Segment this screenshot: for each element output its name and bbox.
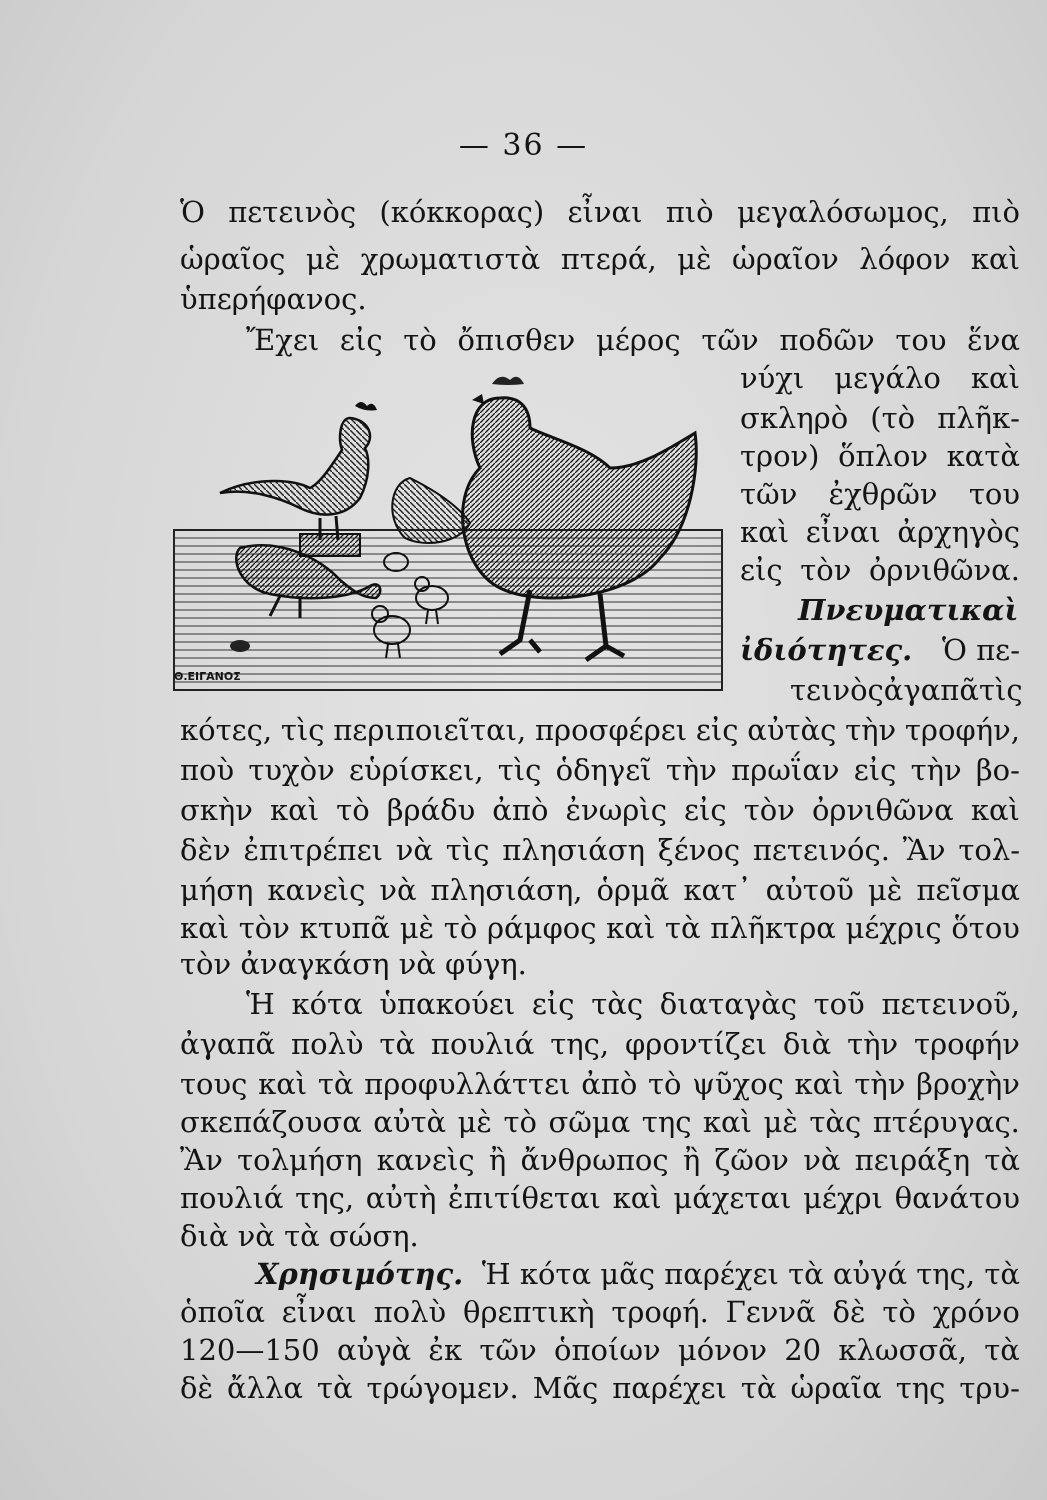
text-line xyxy=(740,550,1020,590)
word: τὴν xyxy=(847,1027,899,1061)
word: ποδῶν xyxy=(779,323,875,357)
word: πειράξη xyxy=(854,1143,971,1177)
word: κλωσσᾶ, xyxy=(838,1333,967,1367)
word: πλησιάση xyxy=(502,833,645,867)
word: ζῶον xyxy=(714,1143,789,1177)
text-line xyxy=(740,398,1020,438)
small-hen-figure xyxy=(392,478,470,543)
word: αὐτὰ xyxy=(373,1105,447,1139)
text-line: ὑπερήφανος. xyxy=(180,282,367,316)
word: τὸ xyxy=(882,1295,916,1329)
word: δὲ xyxy=(832,1295,866,1329)
word: σκὴν xyxy=(180,793,253,827)
word: τὸν xyxy=(238,911,290,945)
text-line xyxy=(180,790,1020,830)
word: ράμφος xyxy=(486,911,597,945)
word: μεγάλο xyxy=(834,361,941,395)
word: τεινὸς xyxy=(790,673,884,707)
word: ἢ xyxy=(682,1143,701,1177)
word: τὸ xyxy=(503,1105,537,1139)
text-line xyxy=(740,512,1020,552)
text-line xyxy=(180,1330,1020,1370)
text-line xyxy=(740,358,1020,398)
word: ἢ xyxy=(488,1143,507,1177)
word: καὶ xyxy=(606,911,656,945)
word: τὸ xyxy=(336,793,370,827)
word: του xyxy=(895,323,947,357)
word: τὰς xyxy=(809,1105,862,1139)
word: αὐγὰ xyxy=(337,1333,412,1367)
word: της, xyxy=(295,1181,355,1215)
word: τυχὸν xyxy=(248,753,335,787)
word: νὰ xyxy=(395,833,433,867)
word: εἶναι xyxy=(567,195,643,229)
word: εἶναι xyxy=(281,1295,357,1329)
word: διαταγὰς xyxy=(659,987,797,1021)
word: κότα xyxy=(291,987,363,1021)
word: δὲν xyxy=(180,833,231,867)
word: βο- xyxy=(975,753,1020,787)
word: ὡραῖα xyxy=(790,1371,882,1405)
word: Ἔχει xyxy=(246,323,320,357)
word: της xyxy=(895,1371,946,1405)
word: βροχὴν xyxy=(916,1067,1020,1101)
word: χρόνο xyxy=(932,1295,1020,1329)
word: ὅπλον xyxy=(838,439,929,473)
word: φροντίζει xyxy=(625,1027,767,1061)
word: μὲ xyxy=(399,911,435,945)
illustration-svg xyxy=(170,358,730,698)
word: πετεινὸς xyxy=(228,195,357,229)
word: αὐτὰς xyxy=(747,713,837,747)
text-line xyxy=(180,1064,1020,1104)
text-line xyxy=(180,192,1020,232)
word: τροφήν, xyxy=(904,713,1020,747)
word: καὶ xyxy=(702,1105,753,1139)
text-line xyxy=(180,908,1020,948)
section-heading-usefulness: Χρησιμότης. xyxy=(256,1257,464,1291)
word: ἐχθρῶν xyxy=(828,477,938,511)
text-line xyxy=(180,1024,1020,1064)
word: ἀρχηγὸς xyxy=(897,515,1020,549)
word: κανεὶς xyxy=(267,873,366,907)
word: τρυ- xyxy=(959,1371,1020,1405)
word: κότες, xyxy=(180,713,273,747)
word: ὁποῖα xyxy=(180,1295,265,1329)
word: μέχρι xyxy=(803,1181,883,1215)
word: μήση xyxy=(180,873,254,907)
word: πλῆκ- xyxy=(937,401,1020,435)
word: ὀρνιθῶνα. xyxy=(868,553,1020,587)
word: ὡραῖος xyxy=(180,242,286,276)
word: Πνευματικαὶ xyxy=(798,593,1019,627)
word: Μᾶς xyxy=(532,1371,599,1405)
word: τὸ xyxy=(403,323,437,357)
word: τρον) xyxy=(740,439,820,473)
word: τὸν xyxy=(743,793,795,827)
word: τὰ xyxy=(379,1027,416,1061)
text-line xyxy=(180,239,1020,279)
word: νύχι xyxy=(740,361,805,395)
word: εὑρίσκει, xyxy=(348,753,484,787)
word: εἶναι xyxy=(805,515,881,549)
text-line xyxy=(180,1292,1020,1332)
word: παρέχει xyxy=(612,1371,727,1405)
word: αὐτοῦ xyxy=(765,873,854,907)
word: μὲ xyxy=(763,1105,798,1139)
word: τὸ xyxy=(443,911,478,945)
word: πλῆκτρα xyxy=(710,911,836,945)
word: ξένος xyxy=(657,833,741,867)
word: κατὰ xyxy=(946,439,1020,473)
word: τὰ xyxy=(317,1067,354,1101)
word: πετεινός. xyxy=(752,833,890,867)
illustrator-signature: Θ.ΕΙΓΑΝΟΣ xyxy=(174,670,241,683)
word: ὅτου xyxy=(951,911,1020,945)
word: πιὸ xyxy=(665,195,714,229)
word: (τὸ xyxy=(870,401,916,435)
word: πεῖσμα xyxy=(916,873,1020,907)
word: του xyxy=(968,477,1020,511)
word: εἰς xyxy=(684,793,727,827)
word: αὐτὴ xyxy=(365,1181,437,1215)
word: νὰ xyxy=(803,1143,841,1177)
word: διὰ xyxy=(782,1027,832,1061)
word: τὸν xyxy=(800,553,852,587)
word: εἰς xyxy=(853,753,897,787)
word: τρώγομεν. xyxy=(366,1371,519,1405)
text-line xyxy=(180,1178,1020,1218)
bug-figure xyxy=(230,640,250,652)
word: μέχρις xyxy=(845,911,942,945)
text-line xyxy=(180,1368,1020,1408)
word: της, xyxy=(550,1027,610,1061)
word: ὑπακούει xyxy=(379,987,516,1021)
text-line xyxy=(180,870,1020,910)
text-line: διὰ νὰ τὰ σώση. xyxy=(180,1219,419,1253)
word: πιὸ xyxy=(972,195,1020,229)
word: τὰς xyxy=(591,987,644,1021)
word: ἀπὸ xyxy=(581,1067,638,1101)
word: μέρος xyxy=(596,323,681,357)
word: τῶν xyxy=(701,323,759,357)
word: τὶς xyxy=(280,713,325,747)
word: θανάτου xyxy=(894,1181,1020,1215)
word: ἀγαπᾶ xyxy=(180,1027,276,1061)
text-fragment: Ἡ κότα μᾶς παρέχει τὰ αὐγά της, τὰ xyxy=(481,1257,1020,1291)
word: ὁρμᾶ xyxy=(596,873,670,907)
word: τῶν xyxy=(479,1333,537,1367)
section-heading-spiritual xyxy=(798,590,1020,630)
word: τὰ xyxy=(740,1371,777,1405)
word: τὴν xyxy=(910,753,962,787)
word: ὁποίων xyxy=(554,1333,661,1367)
rooster-hen-chicks-illustration xyxy=(170,358,730,698)
word: μάχεται xyxy=(673,1181,792,1215)
text-line xyxy=(180,1102,1020,1142)
word: καὶ xyxy=(740,515,790,549)
word: τὴν xyxy=(845,713,897,747)
word: λόφον xyxy=(859,242,951,276)
word: τὸ xyxy=(647,1067,682,1101)
word: περιποιεῖται, xyxy=(333,713,527,747)
word: μὲ xyxy=(457,1105,492,1139)
word: σκεπάζουσα xyxy=(180,1105,362,1139)
word: της xyxy=(641,1105,692,1139)
word: 120—150 xyxy=(180,1333,320,1367)
text-line xyxy=(740,474,1020,514)
word: πρωΐαν xyxy=(731,753,840,787)
word: τὰ xyxy=(316,1371,353,1405)
word: καὶ xyxy=(970,361,1020,395)
word: τολ- xyxy=(958,833,1020,867)
word: τὰ xyxy=(984,1333,1020,1367)
word: ἀπὸ xyxy=(492,793,549,827)
text-fragment: Ὁ πε- xyxy=(941,633,1020,667)
word: σῶμα xyxy=(548,1105,631,1139)
word: κατ᾽ xyxy=(683,873,752,907)
word: ἀγαπᾶ xyxy=(883,673,979,707)
word: μὲ xyxy=(305,242,341,276)
word: πουλιά xyxy=(430,1027,535,1061)
word: τὶς xyxy=(497,753,542,787)
word: τους xyxy=(180,1067,248,1101)
word: καὶ xyxy=(180,911,230,945)
word: ἄνθρωπος xyxy=(520,1143,669,1177)
word: ἄλλα xyxy=(227,1371,303,1405)
word: Γεννᾶ xyxy=(725,1295,816,1329)
text-line xyxy=(180,1140,1020,1180)
word: εἰς xyxy=(339,323,383,357)
word: δὲ xyxy=(180,1371,214,1405)
word: εἰς xyxy=(695,713,739,747)
word: μὲ xyxy=(677,242,712,276)
word: ὄπισθεν xyxy=(457,323,576,357)
word: ὁδηγεῖ xyxy=(555,753,652,787)
word: τῶν xyxy=(740,477,798,511)
word: καὶ xyxy=(258,1067,308,1101)
word: πολὺ xyxy=(373,1295,447,1329)
word: σκληρὸ xyxy=(740,401,849,435)
text-line xyxy=(256,1254,1020,1294)
word: ὀρνιθῶνα xyxy=(811,793,954,827)
word: τὶς xyxy=(978,673,1023,707)
word: (κόκκορας) xyxy=(379,195,545,229)
text-line xyxy=(180,830,1020,870)
word: τὰ xyxy=(664,911,701,945)
text-line xyxy=(790,670,1023,710)
word: ἕνα xyxy=(967,323,1020,357)
word: τὴν xyxy=(854,1067,906,1101)
word: τροφήν xyxy=(914,1027,1020,1061)
word: τοῦ xyxy=(813,987,865,1021)
word: Ἡ xyxy=(246,987,275,1021)
word: ἐκ xyxy=(428,1333,463,1367)
text-line xyxy=(246,320,1020,360)
word: θρεπτικὴ xyxy=(462,1295,595,1329)
word: μόνον xyxy=(677,1333,767,1367)
word: χρωματιστὰ xyxy=(360,242,541,276)
word: κανεὶς xyxy=(376,1143,475,1177)
word: πουλιά xyxy=(180,1181,284,1215)
word: καὶ xyxy=(970,793,1020,827)
word: εἰς xyxy=(531,987,575,1021)
text-line xyxy=(740,436,1020,476)
word: πετεινοῦ, xyxy=(881,987,1020,1021)
word: μεγαλόσωμος, xyxy=(736,195,949,229)
page-number: — 36 — xyxy=(458,128,589,163)
word: ψῦχος xyxy=(692,1067,784,1101)
text-line xyxy=(740,630,1020,670)
word: τὰ xyxy=(984,1143,1020,1177)
word: καὶ xyxy=(612,1181,662,1215)
word: τὶς xyxy=(445,833,490,867)
section-heading-spiritual-cont: ἰδιότητες. xyxy=(740,633,913,667)
word: τὴν xyxy=(665,753,717,787)
word: εἰς xyxy=(740,553,783,587)
word: καὶ xyxy=(270,793,320,827)
word: προφυλλάττει xyxy=(364,1067,571,1101)
word: βράδυ xyxy=(386,793,476,827)
text-line xyxy=(246,984,1020,1024)
word: ποὺ xyxy=(180,753,235,787)
word: καὶ xyxy=(794,1067,844,1101)
word: ἐπιτρέπει xyxy=(243,833,383,867)
word: πολὺ xyxy=(291,1027,364,1061)
word: προσφέρει xyxy=(535,713,688,747)
text-line: τὸν ἀναγκάση νὰ φύγη. xyxy=(180,947,527,981)
word: Ἂν xyxy=(180,1143,223,1177)
word: ἐπιτίθεται xyxy=(448,1181,601,1215)
word: κτυπᾶ xyxy=(299,911,391,945)
word: καὶ xyxy=(970,242,1020,276)
word: ἐνωρὶς xyxy=(565,793,667,827)
word: νὰ xyxy=(379,873,417,907)
word: 20 xyxy=(784,1333,822,1367)
word: ὡραῖον xyxy=(732,242,839,276)
word: Ἂν xyxy=(902,833,946,867)
word: πλησιάση, xyxy=(430,873,583,907)
word: μὲ xyxy=(867,873,903,907)
word: πτέρυγας. xyxy=(872,1105,1020,1139)
text-line xyxy=(180,710,1020,750)
word: τροφή. xyxy=(611,1295,709,1329)
word: πτερά, xyxy=(560,242,657,276)
word: Ὁ xyxy=(180,195,205,229)
text-line xyxy=(180,750,1020,790)
word: τολμήση xyxy=(237,1143,363,1177)
